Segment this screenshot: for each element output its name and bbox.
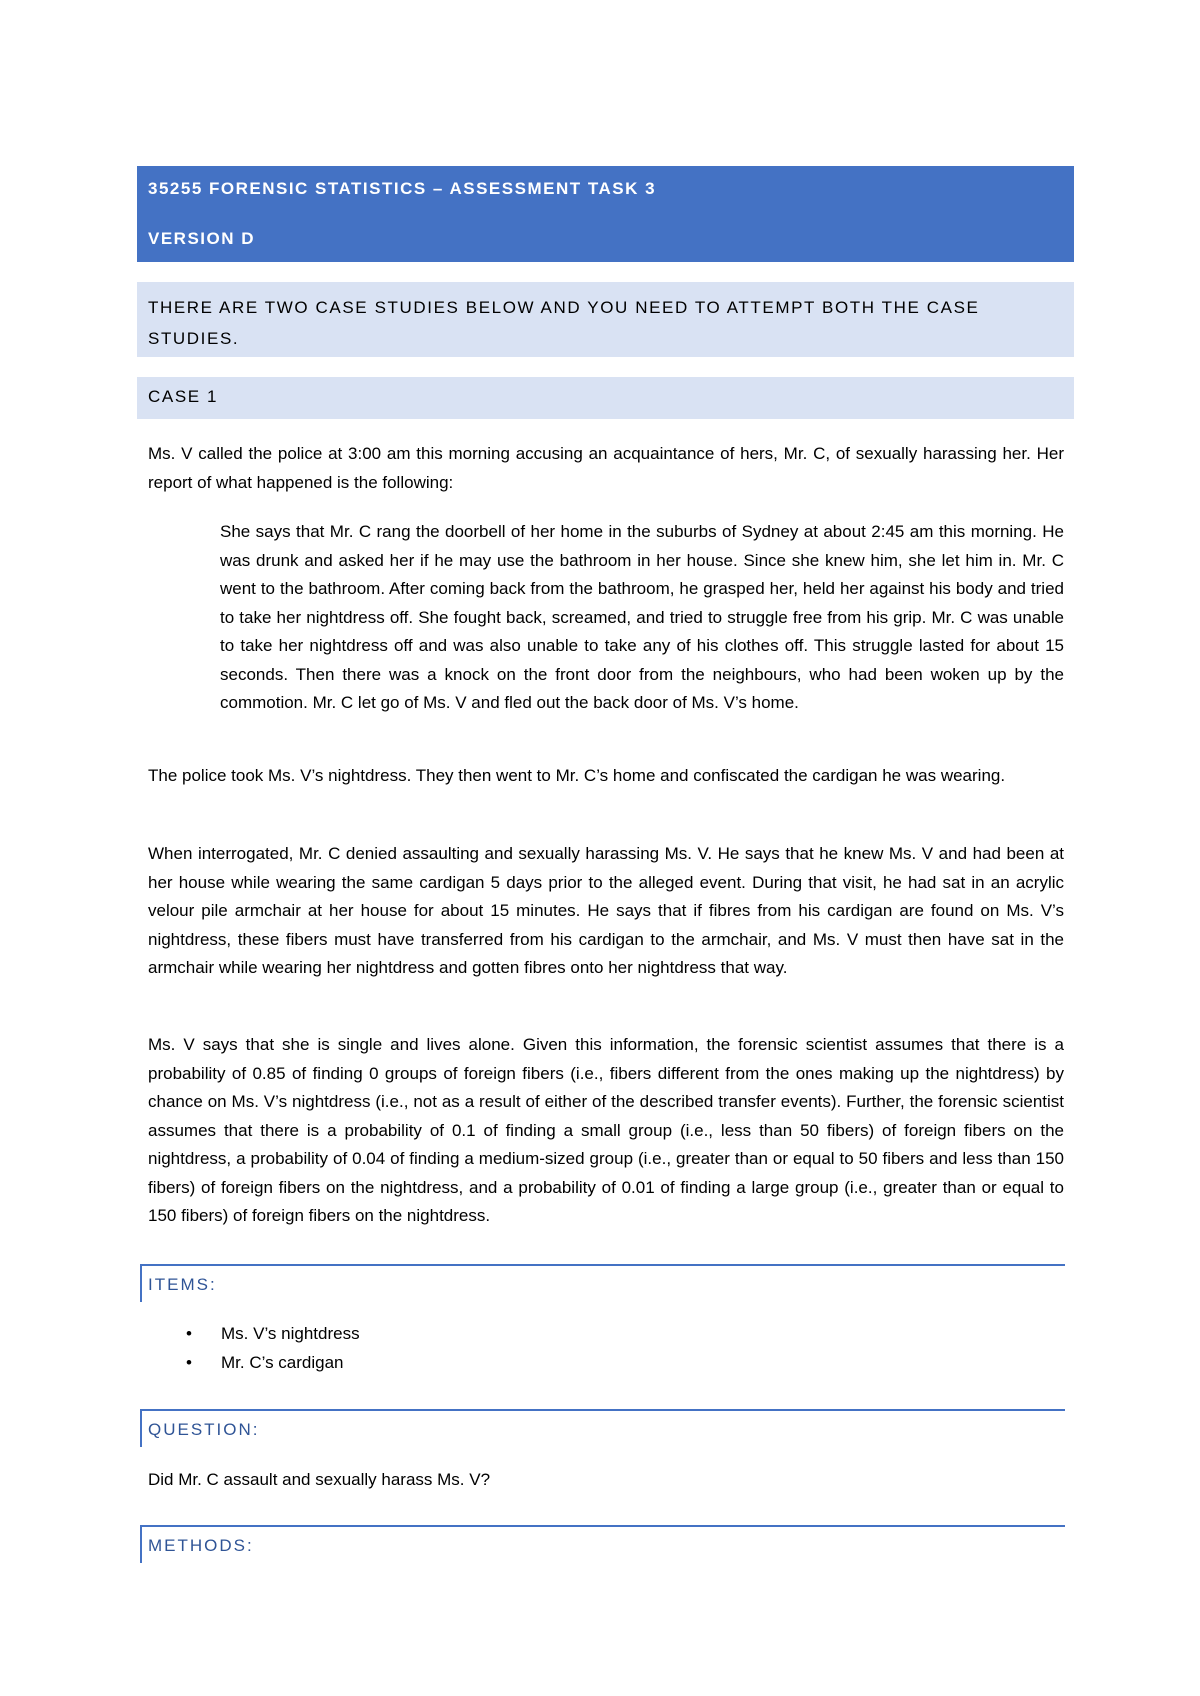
list-item (148, 1320, 748, 1349)
items-list (148, 1320, 748, 1377)
version-label: VERSION D (148, 229, 256, 248)
question-heading: QUESTION: (148, 1420, 260, 1439)
methods-heading: METHODS: (148, 1536, 254, 1555)
paragraph-police-action: The police took Ms. V’s nightdress. They then went to Mr. C’s home and confiscated the cardigan he was wearing. (148, 766, 1006, 785)
question-section-header (140, 1409, 1065, 1447)
paragraph-report-intro: Ms. V called the police at 3:00 am this morning accusing an acquaintance of hers, Mr. C, of sexually harassing her. Her report of what happened is the following: (148, 444, 1064, 492)
items-heading: ITEMS: (148, 1275, 217, 1294)
case-heading: CASE 1 (148, 387, 219, 406)
case-heading-banner (137, 377, 1074, 419)
bullet-icon: • (186, 1324, 192, 1343)
list-item-label: Ms. V’s nightdress (221, 1324, 360, 1343)
list-item (148, 1349, 748, 1378)
items-section-header (140, 1264, 1065, 1302)
methods-section-header (140, 1525, 1065, 1563)
instruction-text: THERE ARE TWO CASE STUDIES BELOW AND YOU NEED TO ATTEMPT BOTH THE CASE STUDIES. (148, 298, 980, 348)
list-item-label: Mr. C’s cardigan (221, 1352, 344, 1372)
paragraph-suspect-statement: When interrogated, Mr. C denied assaulting and sexually harassing Ms. V. He says that he knew Ms. V and had been at her house while wearing the same cardigan 5 days prior to the alleged event. During that visit, he had sat in an acrylic velour pile armchair at her house for about 15 minutes. He says that if fibres from his cardigan are found on Ms. V’s nightdress, these fibers must have transferred from his cardigan to the armchair, and Ms. V must then have sat in the armchair while wearing her nightdress and gotten fibres onto her nightdress that way. (148, 844, 1064, 977)
question-text: Did Mr. C assault and sexually harass Ms. V? (148, 1470, 491, 1489)
paragraph-victim-statement: She says that Mr. C rang the doorbell of her home in the suburbs of Sydney at about 2:45 am this morning. He was drunk and asked her if he may use the bathroom in her house. Since she knew him, she let him in. Mr. C went to the bathroom. After coming back from the bathroom, he grasped her, held her against his body and tried to take her nightdress off. She fought back, screamed, and tried to struggle free from his grip. Mr. C was unable to take her nightdress off and was also unable to take any of his clothes off. This struggle lasted for about 15 seconds. Then there was a knock on the front door from the neighbours, who had been woken up by the commotion. Mr. C let go of Ms. V and fled out the back door of Ms. V’s home. (220, 522, 1064, 712)
paragraph-probabilities: Ms. V says that she is single and lives alone. Given this information, the forensic scientist assumes that there is a probability of 0.85 of finding 0 groups of foreign fibers (i.e., fibers different from the ones making up the nightdress) by chance on Ms. V’s nightdress (i.e., not as a result of either of the described transfer events). Further, the forensic scientist assumes that there is a probability of 0.1 of finding a small group (i.e., less than 50 fibers) of foreign fibers on the nightdress, a probability of 0.04 of finding a medium-sized group (i.e., greater than or equal to 50 fibers and less than 150 fibers) of foreign fibers on the nightdress, and a probability of 0.01 of finding a large group (i.e., greater than or equal to 150 fibers) of foreign fibers on the nightdress. (148, 1035, 1064, 1225)
document-title: 35255 FORENSIC STATISTICS – ASSESSMENT TASK 3 (148, 179, 657, 198)
title-banner (137, 166, 1074, 262)
instruction-banner (137, 282, 1074, 357)
bullet-icon: • (186, 1352, 192, 1372)
